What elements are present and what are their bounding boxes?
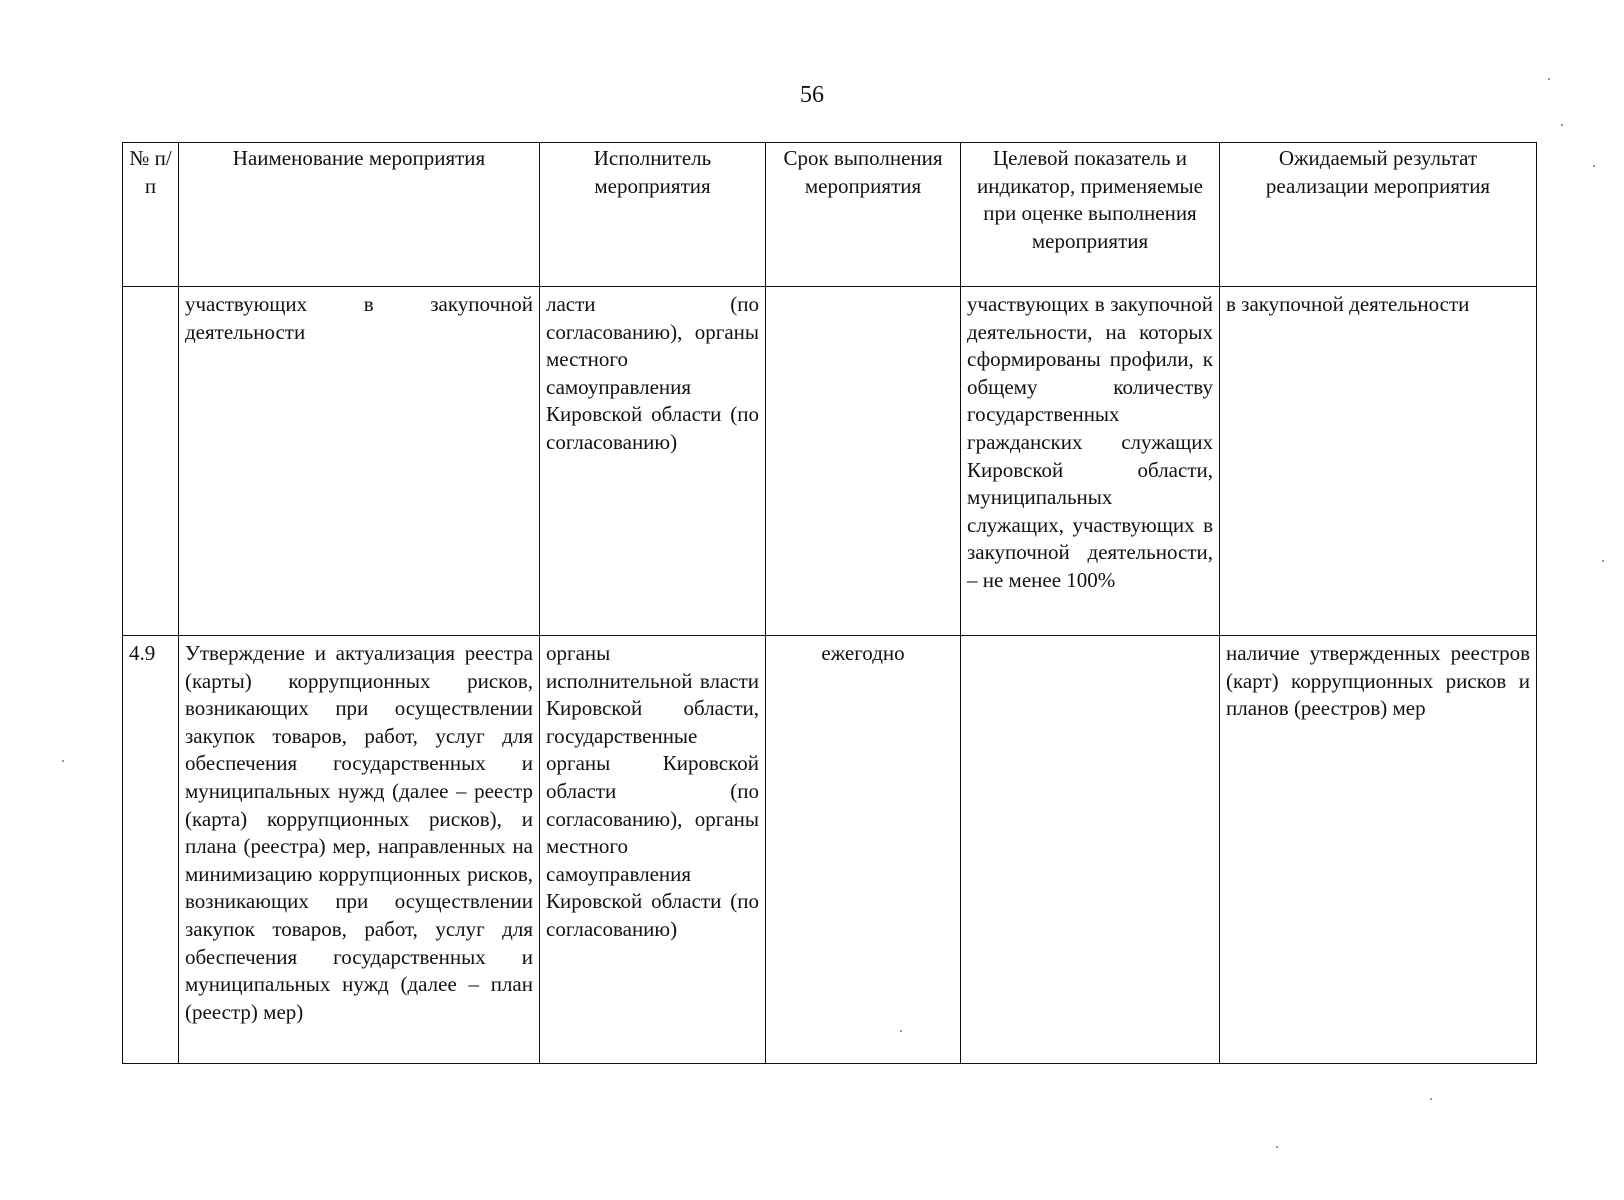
row-executor: ласти (по согласованию), органы местного самоуправления Кировской области (по согласованию) [540, 287, 766, 636]
row-number: 4.9 [123, 636, 179, 1064]
row-deadline: ежегодно [766, 636, 961, 1064]
table-header-row [123, 143, 1537, 287]
header-expected-result: Ожидаемый результат реализации мероприятия [1220, 143, 1537, 287]
row-deadline [766, 287, 961, 636]
table-row [123, 636, 1537, 1064]
page-number: 56 [800, 82, 824, 108]
scan-speck [1561, 124, 1563, 126]
row-indicator: участвующих в закупочной деятельности, на которых сформированы профили, к общему количеству государственных гражданских служащих Кировской области, муниципальных служащих, участвующих в закупочной деятельности, – не менее 100% [961, 287, 1220, 636]
row-executor: органы исполнительной власти Кировской области, государственные органы Кировской области (по согласованию), органы местного самоуправления Кировской области (по согласованию) [540, 636, 766, 1064]
scan-speck [1548, 78, 1550, 80]
table-row [123, 287, 1537, 636]
row-activity-name: участвующих в закупочной деятельности [179, 287, 540, 636]
header-deadline: Срок выполнения мероприятия [766, 143, 961, 287]
scan-speck [1593, 165, 1595, 167]
row-expected-result: наличие утвержденных реестров (карт) коррупционных рисков и планов (реестров) мер [1220, 636, 1537, 1064]
row-number [123, 287, 179, 636]
header-number: № п/п [123, 143, 179, 287]
scan-speck [900, 1030, 902, 1032]
header-activity-name: Наименование мероприятия [179, 143, 540, 287]
header-executor: Исполнитель мероприятия [540, 143, 766, 287]
scan-speck [1276, 1146, 1278, 1148]
row-expected-result: в закупочной деятельности [1220, 287, 1537, 636]
row-indicator [961, 636, 1220, 1064]
scan-speck [62, 760, 64, 762]
activities-table [122, 142, 1537, 1064]
header-indicator: Целевой показатель и индикатор, применяемые при оценке выполнения мероприятия [961, 143, 1220, 287]
scan-speck [1602, 560, 1604, 562]
scan-speck [1430, 1098, 1432, 1100]
row-activity-name: Утверждение и актуализация реестра (карты) коррупционных рисков, возникающих при осуществлении закупок товаров, работ, услуг для обеспечения государственных и муниципальных нужд (далее – реестр (карта) коррупционных рисков), и плана (реестра) мер, направленных на минимизацию коррупционных рисков, возникающих при осуществлении закупок товаров, работ, услуг для обеспечения государственных и муниципальных нужд (далее – план (реестр) мер) [179, 636, 540, 1064]
